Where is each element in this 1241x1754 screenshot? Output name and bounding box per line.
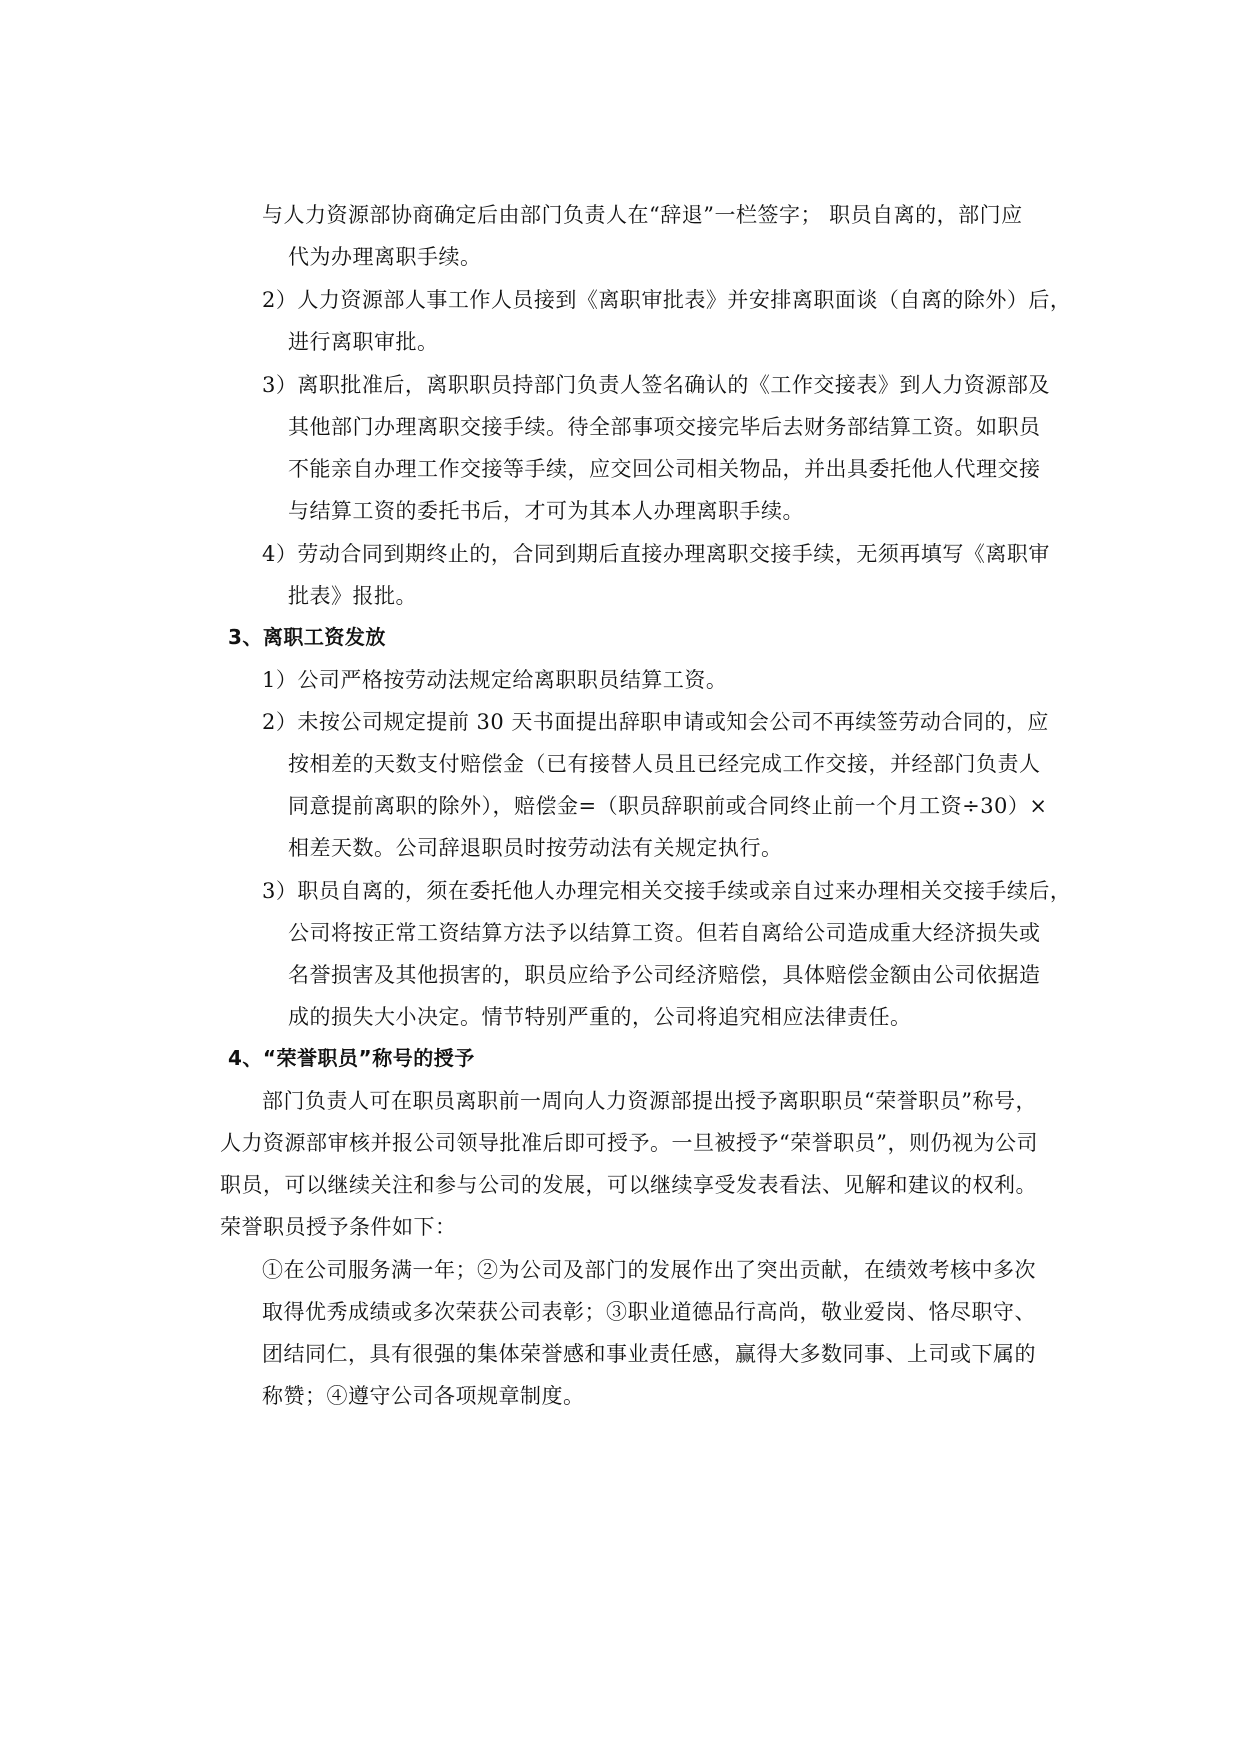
section-3-item-3-line-3: 名誉损害及其他损害的，职员应给予公司经济赔偿，具体赔偿金额由公司依据造 bbox=[288, 963, 1041, 987]
section-3-item-2-line-1: 2）未按公司规定提前 30 天书面提出辞职申请或知会公司不再续签劳动合同的，应 bbox=[262, 710, 1049, 734]
item-3-line-1: 3）离职批准后，离职职员持部门负责人签名确认的《工作交接表》到人力资源部及 bbox=[262, 373, 1050, 397]
item-3-line-3: 不能亲自办理工作交接等手续，应交回公司相关物品，并出具委托他人代理交接 bbox=[288, 457, 1041, 481]
item-3-line-4: 与结算工资的委托书后，才可为其本人办理离职手续。 bbox=[288, 499, 804, 523]
section-3-item-3-line-1: 3）职员自离的，须在委托他人办理完相关交接手续或亲自过来办理相关交接手续后， bbox=[262, 879, 1072, 903]
section-4-paragraph-line-3: 职员，可以继续关注和参与公司的发展，可以继续享受发表看法、见解和建议的权利。 bbox=[220, 1173, 1037, 1197]
item-1-line-1: 与人力资源部协商确定后由部门负责人在“辞退”一栏签字； 职员自离的，部门应 bbox=[262, 203, 1023, 227]
section-4-conditions-line-2: 取得优秀成绩或多次荣获公司表彰；③职业道德品行高尚，敬业爱岗、恪尽职守、 bbox=[262, 1300, 1036, 1324]
section-4-conditions-line-4: 称赞；④遵守公司各项规章制度。 bbox=[262, 1384, 585, 1408]
section-3-item-1: 1）公司严格按劳动法规定给离职职员结算工资。 bbox=[262, 668, 728, 692]
section-3-item-2-line-3: 同意提前离职的除外），赔偿金=（职员辞职前或合同终止前一个月工资÷30）× bbox=[288, 794, 1048, 818]
section-3-heading: 3、离职工资发放 bbox=[228, 625, 386, 649]
item-2-line-2: 进行离职审批。 bbox=[288, 330, 439, 354]
item-3-line-2: 其他部门办理离职交接手续。待全部事项交接完毕后去财务部结算工资。如职员 bbox=[288, 415, 1041, 439]
section-3-item-2-line-2: 按相差的天数支付赔偿金（已有接替人员且已经完成工作交接，并经部门负责人 bbox=[288, 752, 1041, 776]
section-3-item-3-line-2: 公司将按正常工资结算方法予以结算工资。但若自离给公司造成重大经济损失或 bbox=[288, 921, 1041, 945]
item-1-line-2: 代为办理离职手续。 bbox=[288, 245, 482, 269]
section-3-item-3-line-4: 成的损失大小决定。情节特别严重的，公司将追究相应法律责任。 bbox=[288, 1005, 912, 1029]
section-4-paragraph-line-4: 荣誉职员授予条件如下： bbox=[220, 1215, 457, 1239]
section-4-paragraph-line-1: 部门负责人可在职员离职前一周向人力资源部提出授予离职职员“荣誉职员”称号， bbox=[262, 1089, 1037, 1113]
item-4-line-2: 批表》报批。 bbox=[288, 584, 417, 608]
item-2-line-1: 2）人力资源部人事工作人员接到《离职审批表》并安排离职面谈（自离的除外）后， bbox=[262, 288, 1072, 312]
section-4-conditions-line-3: 团结同仁，具有很强的集体荣誉感和事业责任感，赢得大多数同事、上司或下属的 bbox=[262, 1342, 1036, 1366]
section-4-paragraph-line-2: 人力资源部审核并报公司领导批准后即可授予。一旦被授予“荣誉职员”，则仍视为公司 bbox=[220, 1131, 1038, 1155]
section-3-item-2-line-4: 相差天数。公司辞退职员时按劳动法有关规定执行。 bbox=[288, 836, 783, 860]
item-4-line-1: 4）劳动合同到期终止的，合同到期后直接办理离职交接手续，无须再填写《离职审 bbox=[262, 542, 1050, 566]
section-4-conditions-line-1: ①在公司服务满一年；②为公司及部门的发展作出了突出贡献，在绩效考核中多次 bbox=[262, 1258, 1036, 1282]
section-4-heading: 4、“荣誉职员”称号的授予 bbox=[228, 1046, 475, 1070]
